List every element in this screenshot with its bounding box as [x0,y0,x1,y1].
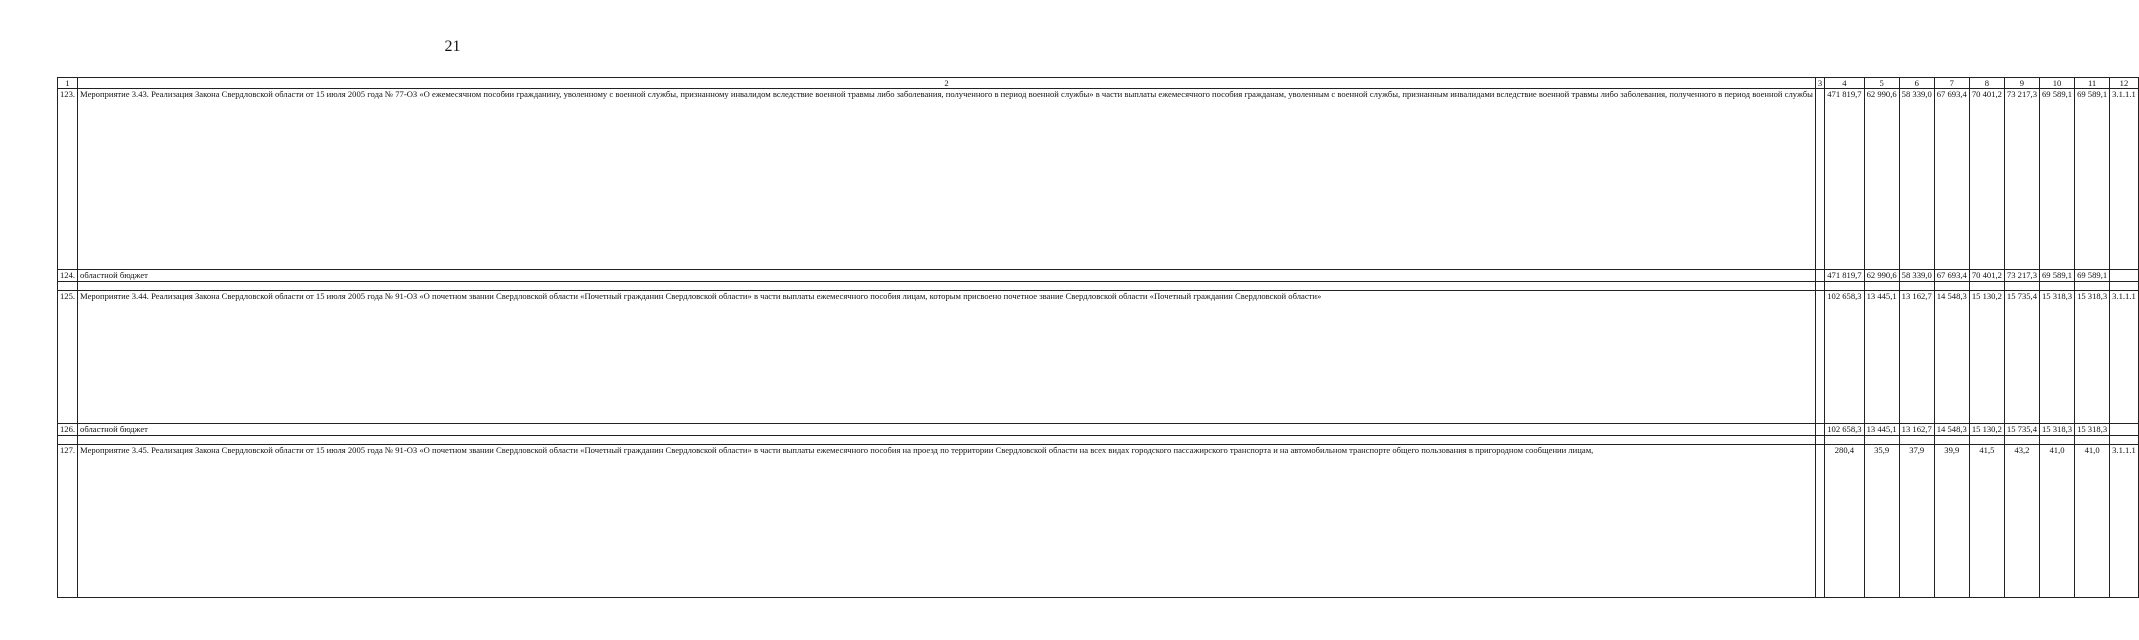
row-value: 73 217,3 [2004,270,2039,282]
row-number: 123. [58,89,78,270]
row-value: 62 990,6 [1864,270,1899,282]
row-description: областной бюджет [78,424,1816,436]
column-number-header-row [58,78,2139,89]
col-header: 7 [1934,78,1969,89]
row-value: 70 401,2 [1969,270,2004,282]
row-description: Мероприятие 3.43. Реализация Закона Свердловской области от 15 июля 2005 года № 77-ОЗ «О ежемесячном пособии гражданину, уволенному с военной службы, признанному инвалидом вследствие военной травмы либо заболевания, полученного в период военной службы» в части выплаты ежемесячного пособия гражданам, уволенным с военной службы, признанным инвалидами вследствие военной травмы либо заболевания, полученного в период военной службы [78,89,1816,270]
row-value: 67 693,4 [1934,89,1969,270]
row-separator [58,436,2139,445]
row-value: 15 318,3 [2039,424,2074,436]
row-value: 13 162,7 [1899,424,1934,436]
row-value: 35,9 [1864,445,1899,598]
row-description: областной бюджет [78,270,1816,282]
row-value: 13 445,1 [1864,291,1899,424]
row-description: Мероприятие 3.45. Реализация Закона Свердловской области от 15 июля 2005 года № 91-ОЗ «О почетном звании Свердловской области «Почетный гражданин Свердловской области» в части выплаты ежемесячного пособия на проезд по территории Свердловской области на всех видах городского пассажирского транспорта и на автомобильном транспорте общего пользования в пригородном сообщении лицам, [78,445,1816,598]
col-header: 4 [1825,78,1864,89]
col-header: 2 [78,78,1816,89]
col-header: 6 [1899,78,1934,89]
row-value: 39,9 [1934,445,1969,598]
row-value: 41,0 [2039,445,2074,598]
row-value: 70 401,2 [1969,89,2004,270]
row-number: 125. [58,291,78,424]
row-col3 [1815,89,1824,270]
row-col3 [1815,424,1824,436]
row-value: 15 130,2 [1969,424,2004,436]
table-row [58,445,2139,598]
row-number: 124. [58,270,78,282]
row-value: 73 217,3 [2004,89,2039,270]
col-header: 12 [2110,78,2139,89]
row-value: 58 339,0 [1899,270,1934,282]
row-value: 37,9 [1899,445,1934,598]
row-value: 69 589,1 [2075,270,2110,282]
col-header: 1 [58,78,78,89]
row-description: Мероприятие 3.44. Реализация Закона Свердловской области от 15 июля 2005 года № 91-ОЗ «О почетном звании Свердловской области «Почетный гражданин Свердловской области» в части выплаты ежемесячного пособия лицам, которым присвоено почетное звание Свердловской области «Почетный гражданин Свердловской области» [78,291,1816,424]
row-value: 15 735,4 [2004,424,2039,436]
row-col3 [1815,445,1824,598]
row-value: 471 819,7 [1825,270,1864,282]
row-code [2110,424,2139,436]
row-value: 471 819,7 [1825,89,1864,270]
row-value: 15 318,3 [2075,424,2110,436]
row-value: 13 445,1 [1864,424,1899,436]
row-value: 102 658,3 [1825,424,1864,436]
row-number: 127. [58,445,78,598]
row-separator [58,282,2139,291]
row-value: 41,5 [1969,445,2004,598]
row-value: 43,2 [2004,445,2039,598]
row-value: 280,4 [1825,445,1864,598]
row-value: 102 658,3 [1825,291,1864,424]
col-header: 10 [2039,78,2074,89]
row-value: 67 693,4 [1934,270,1969,282]
row-col3 [1815,270,1824,282]
row-value: 58 339,0 [1899,89,1934,270]
row-code [2110,270,2139,282]
row-code: 3.1.1.1 [2110,445,2139,598]
row-value: 69 589,1 [2039,270,2074,282]
row-value: 15 130,2 [1969,291,2004,424]
budget-table [57,77,2139,598]
row-value: 62 990,6 [1864,89,1899,270]
row-value: 69 589,1 [2039,89,2074,270]
row-value: 14 548,3 [1934,424,1969,436]
table-row [58,270,2139,282]
col-header: 11 [2075,78,2110,89]
col-header: 9 [2004,78,2039,89]
row-value: 15 318,3 [2075,291,2110,424]
table-row [58,89,2139,270]
row-value: 13 162,7 [1899,291,1934,424]
row-value: 15 735,4 [2004,291,2039,424]
row-code: 3.1.1.1 [2110,291,2139,424]
row-value: 15 318,3 [2039,291,2074,424]
page-number: 21 [444,38,461,55]
table-row [58,424,2139,436]
col-header: 8 [1969,78,2004,89]
row-value: 69 589,1 [2075,89,2110,270]
row-col3 [1815,291,1824,424]
row-number: 126. [58,424,78,436]
row-value: 14 548,3 [1934,291,1969,424]
row-value: 41,0 [2075,445,2110,598]
row-code: 3.1.1.1 [2110,89,2139,270]
col-header: 5 [1864,78,1899,89]
col-header: 3 [1815,78,1824,89]
table-row [58,291,2139,424]
